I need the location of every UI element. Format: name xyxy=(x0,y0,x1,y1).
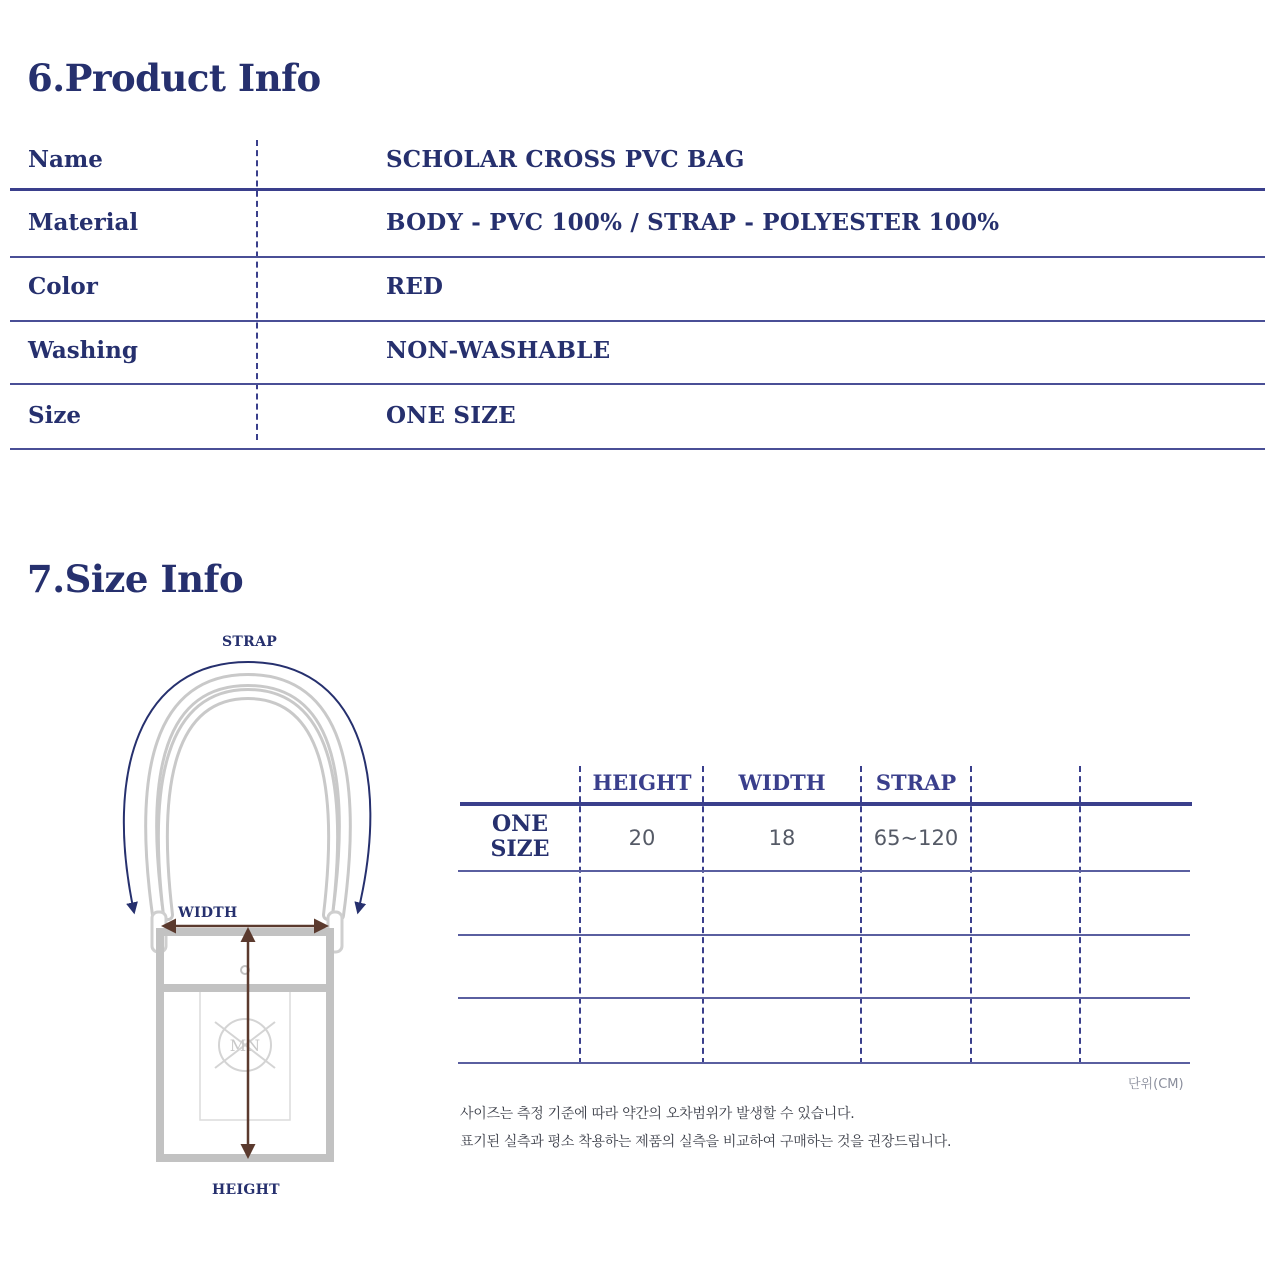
size-note-2: 표기된 실측과 평소 착용하는 제품의 실측을 비교하여 구매하는 것을 권장드립니다. xyxy=(460,1134,952,1150)
row-divider xyxy=(10,383,1265,385)
size-table-divider xyxy=(860,766,862,1064)
size-table-header-rule xyxy=(460,802,1192,806)
label-color: Color xyxy=(28,273,98,300)
size-row-label: ONE SIZE xyxy=(490,811,550,862)
size-info-title: 7.Size Info xyxy=(27,557,244,601)
size-header-strap: STRAP xyxy=(875,770,957,795)
size-table-divider xyxy=(702,766,704,1064)
size-table-divider xyxy=(970,766,972,1064)
strap-icon xyxy=(151,680,345,915)
size-note-1: 사이즈는 측정 기준에 따라 약간의 오차범위가 발생할 수 있습니다. xyxy=(460,1106,855,1122)
size-table-row-rule xyxy=(458,997,1190,999)
height-label: HEIGHT xyxy=(212,1182,280,1198)
row-divider xyxy=(10,320,1265,322)
product-info-column-divider xyxy=(256,140,258,440)
product-info-title: 6.Product Info xyxy=(27,56,321,100)
width-label: WIDTH xyxy=(178,905,238,921)
size-table-row-rule xyxy=(458,1062,1190,1064)
size-header-height: HEIGHT xyxy=(592,770,692,795)
strap-label: STRAP xyxy=(222,634,278,650)
size-value-strap: 65~120 xyxy=(873,826,959,850)
size-table-divider xyxy=(1079,766,1081,1064)
size-table-row-rule xyxy=(458,870,1190,872)
value-washing: NON-WASHABLE xyxy=(386,337,611,364)
size-value-height: 20 xyxy=(628,826,656,850)
value-color: RED xyxy=(386,273,444,300)
size-table-divider xyxy=(579,766,581,1064)
label-material: Material xyxy=(28,209,139,236)
bag-diagram xyxy=(100,650,400,1180)
row-divider xyxy=(10,448,1265,450)
value-material: BODY - PVC 100% / STRAP - POLYESTER 100% xyxy=(386,209,1000,236)
label-washing: Washing xyxy=(28,337,138,364)
size-value-width: 18 xyxy=(768,826,796,850)
label-size: Size xyxy=(28,402,82,429)
size-table-row-rule xyxy=(458,934,1190,936)
row-divider xyxy=(10,256,1265,258)
row-divider xyxy=(10,188,1265,191)
unit-note: 단위(CM) xyxy=(1128,1077,1184,1092)
label-name: Name xyxy=(28,146,103,173)
brand-emblem-text: MN xyxy=(229,1036,261,1055)
size-header-width: WIDTH xyxy=(738,770,826,795)
value-name: SCHOLAR CROSS PVC BAG xyxy=(386,146,745,173)
value-size: ONE SIZE xyxy=(386,402,516,429)
